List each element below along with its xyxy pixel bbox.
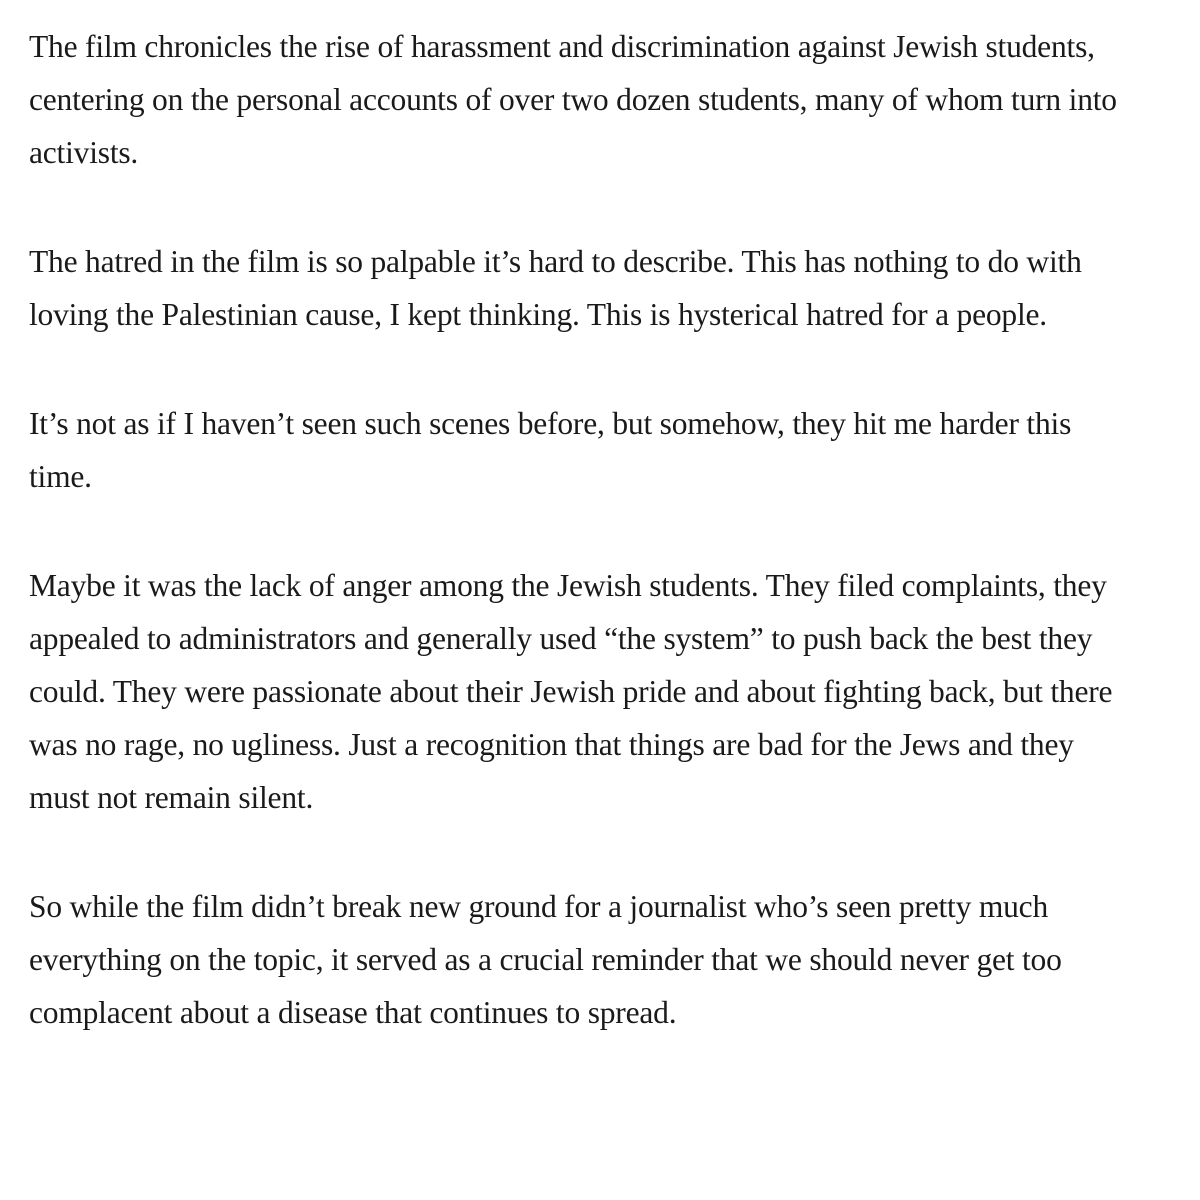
paragraph-4: Maybe it was the lack of anger among the Jewish students. They filed complaints, they appealed to administrators and generally used “the system” to push back the best they could. They were passionate about their Jewish pride and about fighting back, but there was no rage, no ugliness. Just a recognition that things are bad for the Jews and they must not remain silent.	[29, 568, 1113, 815]
paragraph-3: It’s not as if I haven’t seen such scenes before, but somehow, they hit me harder this time.	[29, 406, 1072, 494]
paragraph-5: So while the film didn’t break new ground for a journalist who’s seen pretty much everything on the topic, it served as a crucial reminder that we should never get too complacent about a disease that continues to spread.	[29, 889, 1062, 1030]
paragraph-1: The film chronicles the rise of harassment and discrimination against Jewish students, centering on the personal accounts of over two dozen students, many of whom turn into activists.	[29, 29, 1117, 170]
paragraph-2: The hatred in the film is so palpable it’s hard to describe. This has nothing to do with loving the Palestinian cause, I kept thinking. This is hysterical hatred for a people.	[29, 244, 1082, 332]
